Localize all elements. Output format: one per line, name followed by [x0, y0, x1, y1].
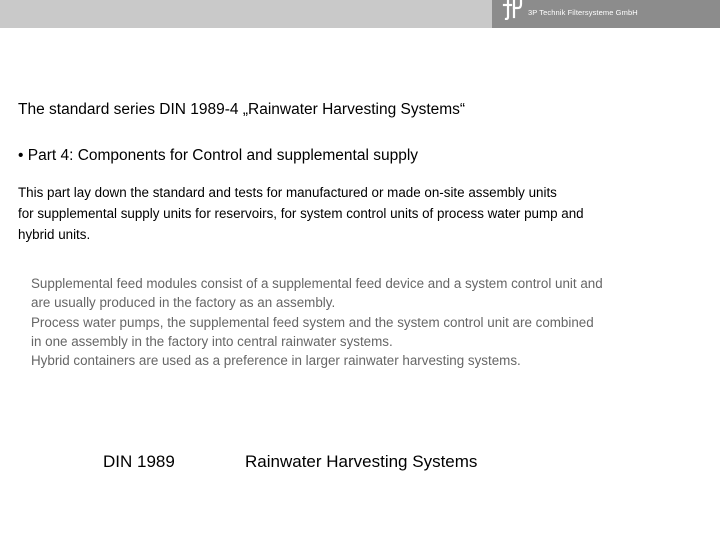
detail-line: Hybrid containers are used as a preference in larger rainwater harvesting systems.: [31, 353, 521, 369]
detail-paragraph: [31, 274, 716, 370]
detail-line: are usually produced in the factory as an assembly.: [31, 295, 336, 311]
footer-topic: Rainwater Harvesting Systems: [245, 452, 478, 471]
description-line: This part lay down the standard and tests for manufactured or made on-site assembly units: [18, 185, 557, 200]
company-logo: [492, 0, 720, 28]
slide-title: The standard series DIN 1989-4 „Rainwater Harvesting Systems“: [18, 101, 466, 118]
company-name: 3P Technik Filtersysteme GmbH: [528, 8, 638, 17]
description-paragraph: [18, 182, 708, 245]
detail-line: Process water pumps, the supplemental feed system and the system control unit are combined: [31, 314, 594, 330]
description-line: for supplemental supply units for reservoirs, for system control units of process water pump and: [18, 206, 584, 221]
footer-standard: DIN 1989: [103, 452, 175, 471]
detail-line: Supplemental feed modules consist of a supplemental feed device and a system control unit and: [31, 276, 603, 291]
description-line: hybrid units.: [18, 227, 91, 242]
detail-line: in one assembly in the factory into central rainwater systems.: [31, 333, 393, 349]
3p-logo-icon: [502, 0, 524, 20]
bullet-point: • Part 4: Components for Control and supplemental supply: [18, 147, 419, 164]
